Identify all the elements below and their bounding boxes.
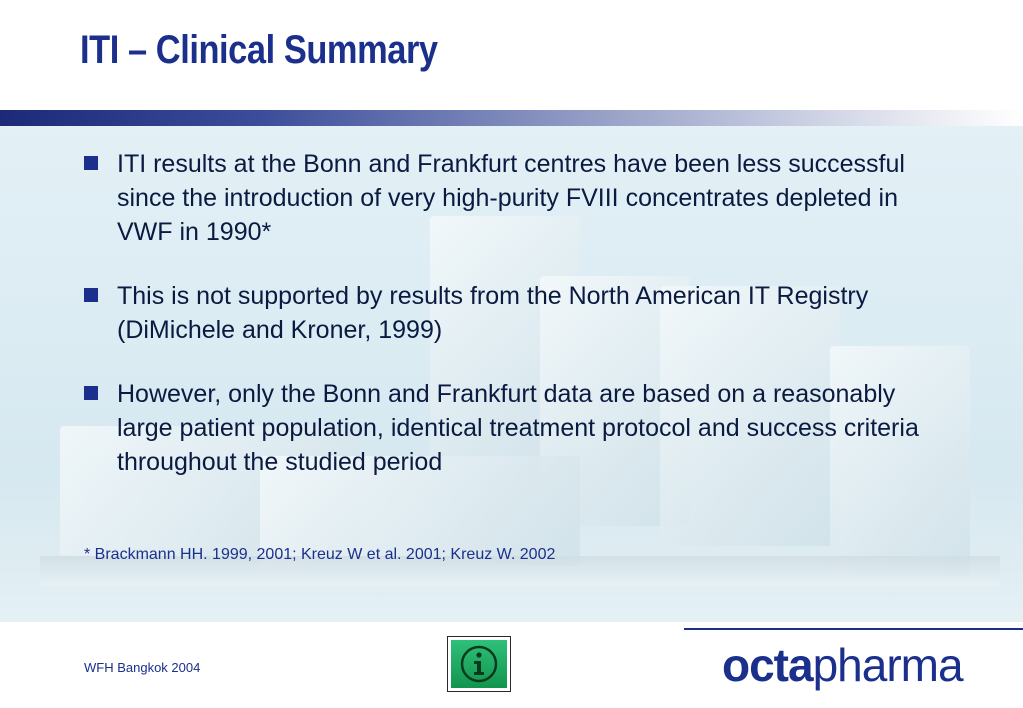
octapharma-logo: [722, 640, 963, 690]
footer-event-label: WFH Bangkok 2004: [84, 660, 201, 675]
bullet-item: [84, 279, 924, 347]
logo-part-pharma: pharma: [812, 639, 963, 691]
bullet-item: [84, 377, 924, 479]
title-divider-bar: [0, 110, 1023, 126]
bullet-text: This is not supported by results from the North American IT Registry (DiMichele and Kroner, 1999): [117, 282, 869, 344]
square-bullet-icon: [84, 288, 98, 302]
footer-divider: [684, 628, 1023, 630]
info-icon-glyph: [459, 644, 499, 684]
bullet-list: [84, 147, 924, 509]
info-icon: [451, 640, 507, 688]
footnote: * Brackmann HH. 1999, 2001; Kreuz W et al. 2001; Kreuz W. 2002: [84, 546, 556, 563]
slide-title: ITI – Clinical Summary: [80, 28, 438, 72]
bullet-text: ITI results at the Bonn and Frankfurt centres have been less successful since the introduction of very high-purity FVIII concentrates depleted in VWF in 1990*: [117, 150, 905, 246]
logo-part-octa: octa: [722, 639, 813, 691]
square-bullet-icon: [84, 386, 98, 400]
info-button[interactable]: [447, 636, 511, 692]
bullet-item: [84, 147, 924, 249]
bullet-text: However, only the Bonn and Frankfurt data are based on a reasonably large patient population, identical treatment protocol and success criteria throughout the studied period: [117, 380, 919, 476]
square-bullet-icon: [84, 156, 98, 170]
